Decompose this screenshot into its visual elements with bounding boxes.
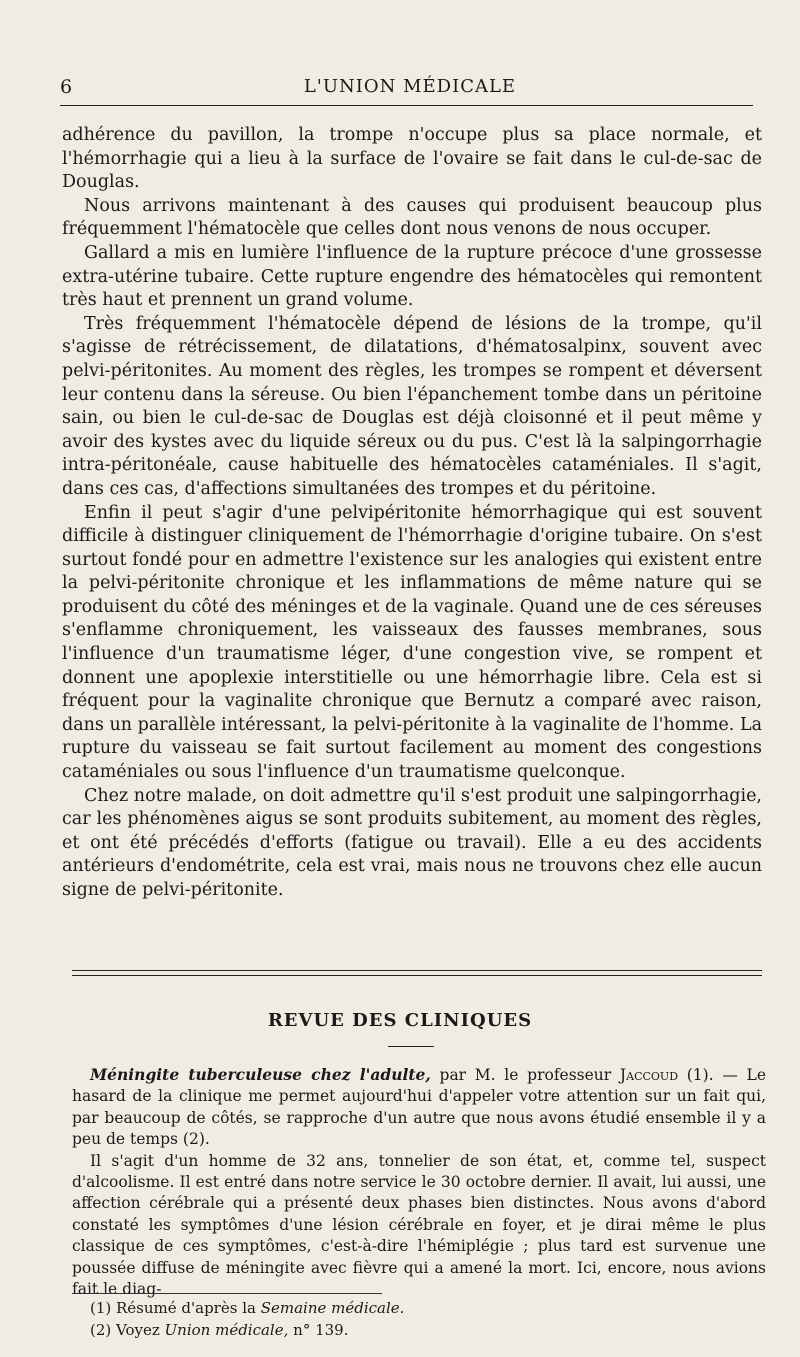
footnote-2 bbox=[90, 1320, 690, 1342]
clinic-paragraph-2: Il s'agit d'un homme de 32 ans, tonnelier de son état, et, comme tel, suspect d'alcoolisme. Il est entré dans notre service le 30 octobre dernier. Il avait, lui aussi, une affection cérébrale qui a présenté deux phases bien distinctes. Nous avons d'abord constaté les symptômes d'une lésion cérébrale en foyer, et je dirai même le plus classique de ces symptômes, c'est-à-dire l'hémiplégie ; plus tard est survenue une poussée diffuse de méningite avec fièvre qui a amené la mort. Ici, encore, nous avions fait le diag- bbox=[72, 1151, 766, 1299]
running-title: L'UNION MÉDICALE bbox=[303, 76, 517, 97]
clinic-author-name: Jaccoud bbox=[619, 1066, 679, 1084]
header-rule bbox=[60, 105, 753, 106]
footnote-1 bbox=[90, 1298, 690, 1320]
footnotes bbox=[90, 1298, 690, 1341]
clinic-author-prefix: par M. le professeur bbox=[430, 1066, 620, 1084]
section-divider-top bbox=[72, 970, 762, 971]
article-body bbox=[62, 124, 762, 903]
paragraph-4: Très fréquemment l'hématocèle dépend de lésions de la trompe, qu'il s'agisse de rétrécissement, de dilatations, d'hématosalpinx, souvent avec pelvi-péritonites. Au moment des règles, les trompes se rompent et déversent leur contenu dans la séreuse. Ou bien l'épanchement tombe dans un péritoine sain, ou bien le cul-de-sac de Douglas est déjà cloisonné et il peut même y avoir des kystes avec du liquide séreux ou du pus. C'est là la salpingorrhagie intra-péritonéale, cause habituelle des hématocèles cataméniales. Il s'agit, dans ces cas, d'affections simultanées des trompes et du péritoine. bbox=[62, 313, 762, 499]
footnote-2-text: (2) Voyez bbox=[90, 1320, 165, 1339]
paragraph-1: adhérence du pavillon, la trompe n'occupe plus sa place normale, et l'hémorrhagie qui a lieu à la surface de l'ovaire se fait dans le cul-de-sac de Douglas. bbox=[62, 125, 762, 193]
title-underline bbox=[388, 1046, 434, 1047]
paragraph-3: Gallard a mis en lumière l'influence de la rupture précoce d'une grossesse extra-utérine tubaire. Cette rupture engendre des hématocèles qui remontent très haut et prennent un grand volume. bbox=[62, 242, 762, 311]
page-number: 6 bbox=[60, 76, 73, 98]
clinic-paragraph-1 bbox=[72, 1064, 766, 1151]
section-title: REVUE DES CLINIQUES bbox=[267, 1010, 533, 1031]
clinic-review-body bbox=[72, 1064, 766, 1300]
paragraph-5: Enfin il peut s'agir d'une pelvipéritonite hémorrhagique qui est souvent difficile à distinguer cliniquement de l'hémorrhagie d'origine tubaire. On s'est surtout fondé pour en admettre l'existence sur les analogies qui existent entre la pelvi-péritonite chronique et les inflammations de même nature qui se produisent du côté des méninges et de la vaginale. Quand une de ces séreuses s'enflamme chroniquement, les vaisseaux des fausses membranes, sous l'influence d'un traumatisme léger, d'une congestion vive, se rompent et donnent une apoplexie interstitielle ou une hémorrhagie libre. Cela est si fréquent pour la vaginalite chronique que Bernutz a comparé avec raison, dans un parallèle intéressant, la pelvi-péritonite à la vaginalite de l'homme. La rupture du vaisseau se fait surtout facilement au moment des congestions cataméniales ou sous l'influence d'un traumatisme quelconque. bbox=[62, 502, 762, 783]
footnote-2-source: Union médicale, bbox=[164, 1320, 289, 1339]
paragraph-6: Chez notre malade, on doit admettre qu'il s'est produit une salpingorrhagie, car les phénomènes aigus se sont produits subitement, au moment des règles, et ont été précédés d'efforts (fatigue ou travail). Elle a eu des accidents antérieurs d'endométrite, cela est vrai, mais nous ne trouvons chez elle aucun signe de pelvi-péritonite. bbox=[62, 785, 762, 900]
clinic-lead-rest: (1). — Le hasard de la clinique me permet aujourd'hui d'appeler votre attention sur un fait qui, par beaucoup de côtés, se rapproche d'un autre que nous avons étudié ensemble il y a peu de temps (2). bbox=[72, 1066, 767, 1149]
footnote-2-number: n° 139. bbox=[288, 1320, 349, 1339]
footnote-rule bbox=[72, 1293, 382, 1294]
paragraph-2: Nous arrivons maintenant à des causes qui produisent beaucoup plus fréquemment l'hématocèle que celles dont nous venons de nous occuper. bbox=[62, 195, 762, 240]
page-header bbox=[60, 76, 760, 106]
clinic-lead-title: Méningite tuberculeuse chez l'adulte, bbox=[90, 1065, 431, 1084]
footnote-1-source: Semaine médicale. bbox=[260, 1299, 405, 1317]
footnote-1-text: (1) Résumé d'après la bbox=[90, 1299, 261, 1317]
section-divider-bottom bbox=[72, 975, 762, 976]
